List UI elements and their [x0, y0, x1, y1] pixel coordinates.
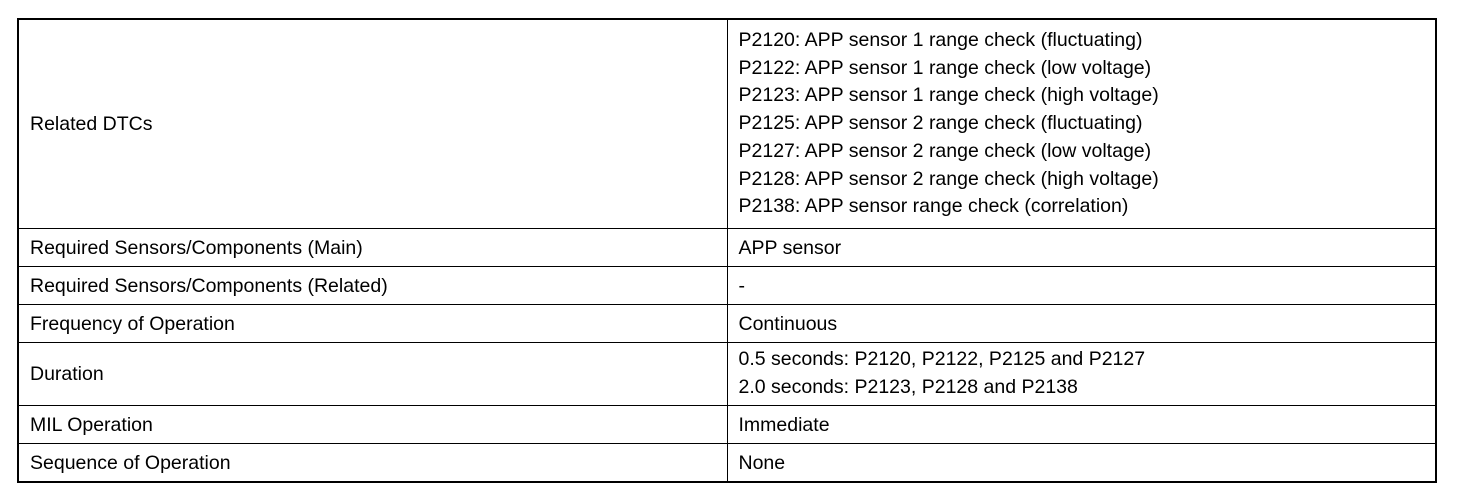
row-value — [727, 343, 1436, 406]
row-label: Sequence of Operation — [18, 444, 727, 483]
row-value: APP sensor — [727, 229, 1436, 267]
table-row-required-components-main — [18, 229, 1436, 267]
row-label: Required Sensors/Components (Main) — [18, 229, 727, 267]
dtc-line: P2138: APP sensor range check (correlation) — [738, 195, 1129, 218]
dtc-line: P2123: APP sensor 1 range check (high voltage) — [738, 84, 1159, 107]
row-value: Immediate — [727, 406, 1436, 444]
dtc-line: P2125: APP sensor 2 range check (fluctuating) — [738, 112, 1143, 135]
table-row-related-dtcs — [18, 19, 1436, 229]
dtc-line: P2127: APP sensor 2 range check (low voltage) — [738, 139, 1152, 162]
duration-line: 2.0 seconds: P2123, P2128 and P2138 — [738, 376, 1078, 398]
table-row-mil-operation — [18, 406, 1436, 444]
specification-table — [17, 18, 1437, 483]
row-label: Required Sensors/Components (Related) — [18, 267, 727, 305]
row-label: Related DTCs — [18, 19, 727, 229]
row-label: Frequency of Operation — [18, 305, 727, 343]
row-value: Continuous — [727, 305, 1436, 343]
row-value: None — [727, 444, 1436, 483]
row-value: - — [727, 267, 1436, 305]
dtc-line: P2128: APP sensor 2 range check (high voltage) — [738, 167, 1159, 190]
table-row-sequence-of-operation — [18, 444, 1436, 483]
dtc-line: P2120: APP sensor 1 range check (fluctuating) — [738, 28, 1143, 51]
table-row-duration — [18, 343, 1436, 406]
row-value — [727, 19, 1436, 229]
table-row-frequency-of-operation — [18, 305, 1436, 343]
row-label: Duration — [18, 343, 727, 406]
dtc-line: P2122: APP sensor 1 range check (low voltage) — [738, 56, 1152, 79]
duration-line: 0.5 seconds: P2120, P2122, P2125 and P2127 — [738, 348, 1146, 371]
table-row-required-components-related — [18, 267, 1436, 305]
row-label: MIL Operation — [18, 406, 727, 444]
